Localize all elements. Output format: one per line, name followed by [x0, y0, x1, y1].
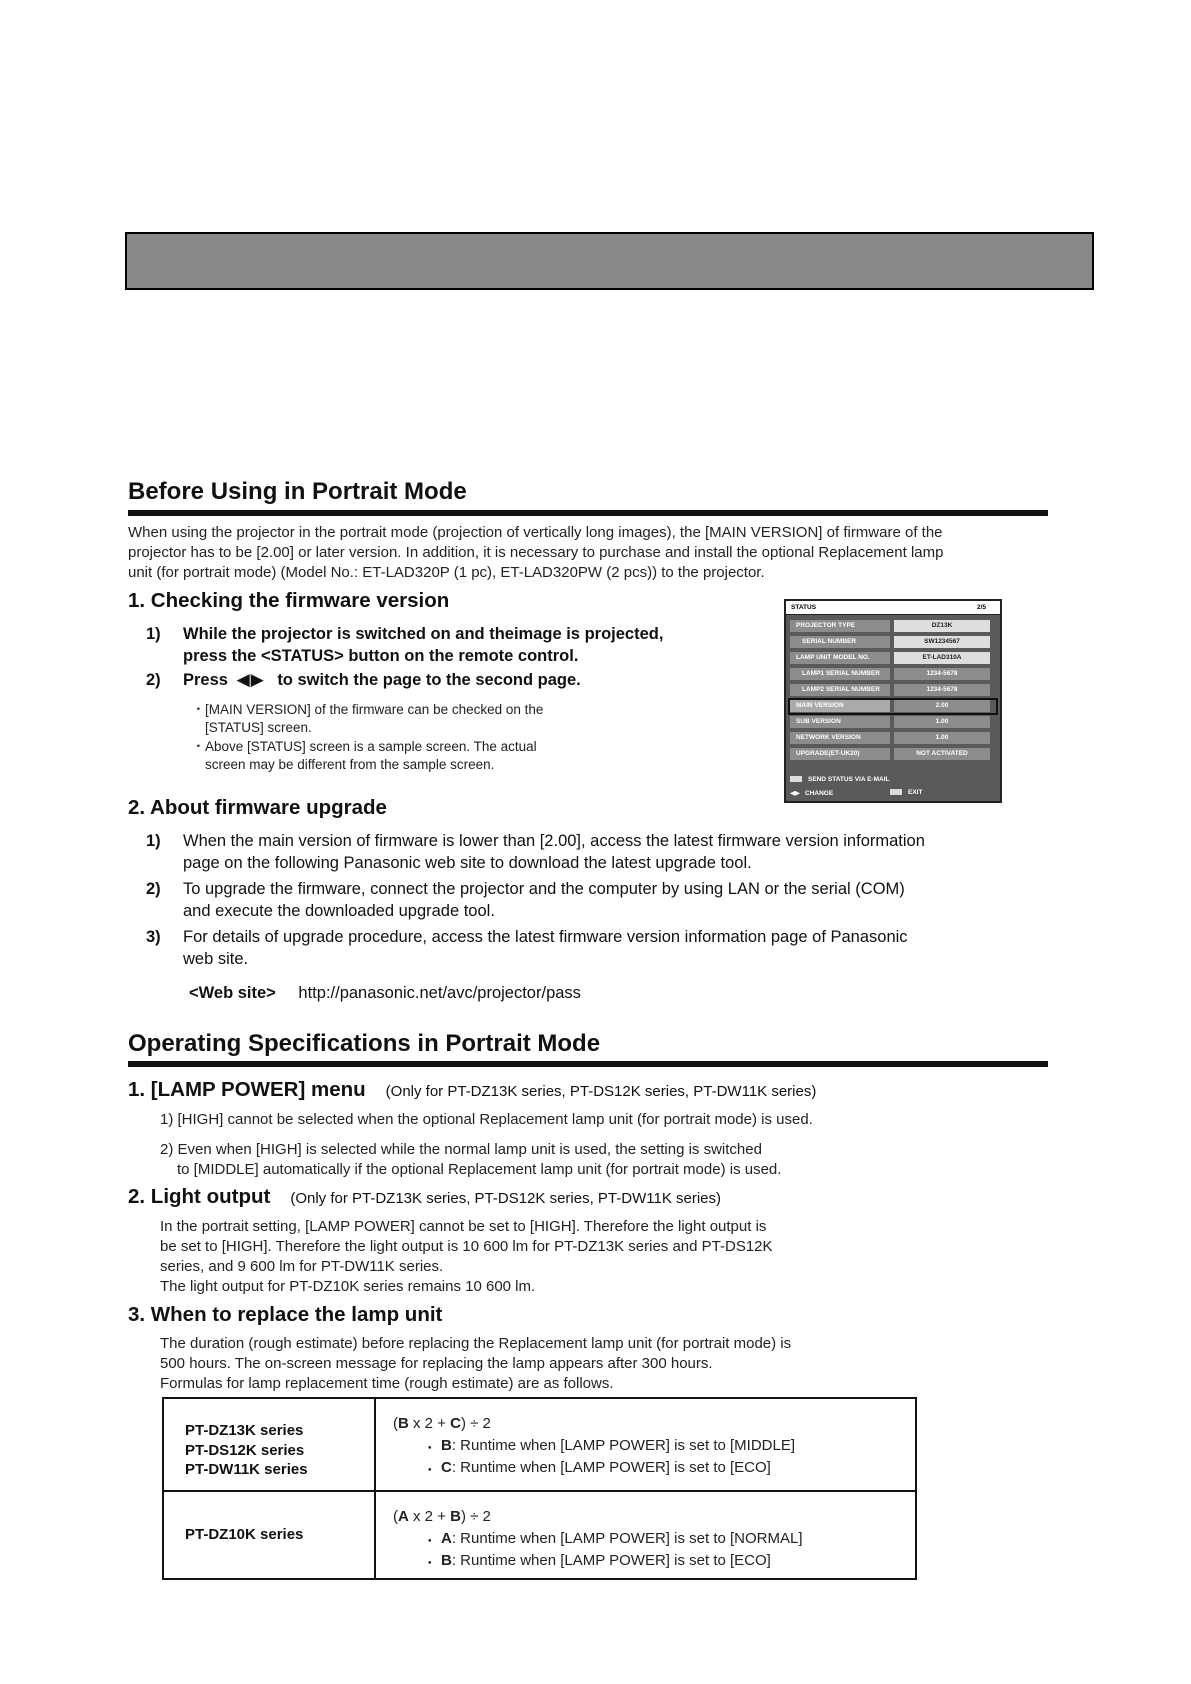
step-text — [183, 926, 1083, 970]
lamp-replacement-formula-table — [162, 1397, 917, 1580]
lamp-power-item — [160, 1110, 813, 1130]
bullet-icon: ･ — [195, 702, 202, 717]
replace-lamp-paragraph — [160, 1334, 791, 1394]
note-line: [STATUS] screen. — [205, 720, 312, 735]
formula-def-text: : Runtime when [LAMP POWER] is set to [ECO] — [451, 1552, 771, 1569]
formula-part: ) ÷ 2 — [460, 1415, 491, 1432]
step-line: To upgrade the firmware, connect the projector and the computer by using LAN or the serial (COM) — [183, 880, 905, 898]
bullet-icon: ･ — [426, 1462, 434, 1479]
formula-definition — [426, 1530, 803, 1550]
replace-lamp-line: 500 hours. The on-screen message for replacing the lamp appears after 300 hours. — [160, 1355, 713, 1372]
step-number: 2) — [146, 880, 161, 898]
intro-line: When using the projector in the portrait mode (projection of vertically long images), the [MAIN VERSION] of firmware of the — [128, 524, 943, 541]
intro-paragraph — [128, 523, 1058, 583]
status-footer-exit — [890, 789, 922, 796]
header-banner — [125, 232, 1094, 290]
formula-part: ( — [393, 1415, 398, 1432]
menu-key-icon — [890, 789, 902, 795]
model-name: PT-DZ13K series — [185, 1422, 304, 1439]
intro-line: projector has to be [2.00] or later version. In addition, it is necessary to purchase and install the optional Replacement lamp — [128, 544, 944, 561]
bullet-icon: ･ — [426, 1440, 434, 1457]
status-screen-page: 2/5 — [976, 604, 986, 611]
status-row-main-version — [790, 700, 996, 713]
status-row-label: SUB VERSION — [790, 716, 890, 728]
status-row-label: LAMP2 SERIAL NUMBER — [790, 684, 890, 696]
light-output-line: In the portrait setting, [LAMP POWER] cannot be set to [HIGH]. Therefore the light output is — [160, 1218, 767, 1235]
subsection-title-firmware-check: 1. Checking the firmware version — [128, 589, 450, 612]
replace-lamp-line: The duration (rough estimate) before replacing the Replacement lamp unit (for portrait mode) is — [160, 1335, 792, 1352]
left-right-arrow-icon: ◀▶ — [236, 670, 265, 689]
table-divider — [164, 1490, 915, 1492]
note-item — [195, 738, 537, 774]
status-row-label: PROJECTOR TYPE — [790, 620, 890, 632]
table-divider — [374, 1399, 376, 1578]
section-rule — [128, 510, 1048, 516]
subsection-title-lamp-power — [128, 1078, 816, 1102]
formula — [393, 1415, 491, 1432]
status-footer-send-label: SEND STATUS VIA E-MAIL — [808, 776, 890, 783]
light-output-line: series, and 9 600 lm for PT-DW11K series. — [160, 1258, 444, 1275]
status-footer-exit-label: EXIT — [908, 789, 923, 796]
section-title-portrait-mode: Before Using in Portrait Mode — [128, 478, 467, 505]
formula-var: B — [450, 1508, 461, 1525]
formula-part: ) ÷ 2 — [460, 1508, 491, 1525]
lamp-power-title: 1. [LAMP POWER] menu — [128, 1078, 366, 1101]
step-line: When the main version of firmware is lower than [2.00], access the latest firmware version information — [183, 832, 925, 850]
status-row-value: 1234-5678 — [894, 684, 990, 696]
status-row-label: LAMP1 SERIAL NUMBER — [790, 668, 890, 680]
status-footer-change-label: CHANGE — [805, 790, 834, 797]
step-line: While the projector is switched on and theimage is projected, — [183, 625, 664, 643]
formula-definition — [426, 1552, 771, 1572]
section-title-operating-specs: Operating Specifications in Portrait Mode — [128, 1030, 601, 1057]
status-row-value: NOT ACTIVATED — [894, 748, 990, 760]
step-line: web site. — [183, 950, 249, 968]
table-models-cell — [185, 1421, 308, 1480]
status-screen-header — [786, 601, 1000, 615]
status-row — [790, 684, 996, 697]
status-row — [790, 652, 996, 665]
status-row — [790, 732, 996, 745]
status-footer-nav — [790, 789, 996, 797]
step-line: press the <STATUS> button on the remote control. — [183, 647, 579, 665]
formula — [393, 1508, 491, 1525]
lamp-power-item — [160, 1140, 781, 1180]
status-row — [790, 716, 996, 729]
formula-def-text: : Runtime when [LAMP POWER] is set to [NORMAL] — [451, 1530, 803, 1547]
formula-def-text: : Runtime when [LAMP POWER] is set to [ECO] — [451, 1459, 771, 1476]
lamp-power-line: to [MIDDLE] automatically if the optional Replacement lamp unit (for portrait mode) is used. — [177, 1161, 782, 1178]
status-row — [790, 636, 996, 649]
intro-line: unit (for portrait mode) (Model No.: ET-LAD320P (1 pc), ET-LAD320PW (2 pcs)) to the projector. — [128, 564, 765, 581]
status-row-value: 1234-5678 — [894, 668, 990, 680]
status-row-label: NETWORK VERSION — [790, 732, 890, 744]
step-line: For details of upgrade procedure, access the latest firmware version information page of Panasonic — [183, 928, 908, 946]
formula-var: A — [398, 1508, 409, 1525]
formula-definition — [426, 1437, 796, 1457]
status-row-value: SW1234567 — [894, 636, 990, 648]
step-text — [183, 623, 783, 667]
section-rule — [128, 1061, 1048, 1067]
bullet-icon: ･ — [426, 1555, 434, 1572]
light-output-line: be set to [HIGH]. Therefore the light output is 10 600 lm for PT-DZ13K series and PT-DS12K — [160, 1238, 773, 1255]
bullet-icon: ･ — [195, 739, 202, 754]
status-row-label: UPGRADE(ET-UK20) — [790, 748, 890, 760]
formula-definition — [426, 1459, 771, 1479]
formula-part: x 2 + — [408, 1508, 451, 1525]
status-row — [790, 668, 996, 681]
status-row-label: SERIAL NUMBER — [790, 636, 890, 648]
lamp-power-line: 1) [HIGH] cannot be selected when the optional Replacement lamp unit (for portrait mode) is used. — [160, 1111, 813, 1128]
note-item — [195, 701, 544, 737]
formula-part: x 2 + — [408, 1415, 451, 1432]
subsection-title-light-output — [128, 1185, 721, 1209]
model-name: PT-DW11K series — [185, 1461, 308, 1478]
step-text — [183, 878, 1083, 922]
step-text — [183, 830, 1083, 874]
lamp-power-line: 2) Even when [HIGH] is selected while the normal lamp unit is used, the setting is switched — [160, 1141, 762, 1158]
formula-def-key: B — [441, 1552, 452, 1569]
note-line: [MAIN VERSION] of the firmware can be checked on the — [205, 702, 544, 717]
light-output-title: 2. Light output — [128, 1185, 271, 1208]
step-number: 1) — [146, 625, 161, 643]
left-right-arrow-icon: ◀▶ — [790, 790, 800, 797]
status-row — [790, 748, 996, 761]
status-row — [790, 620, 996, 633]
status-row-value: ET-LAD310A — [894, 652, 990, 664]
status-row-value: 1.00 — [894, 732, 990, 744]
bullet-icon: ･ — [426, 1533, 434, 1550]
step-number: 3) — [146, 928, 161, 946]
table-models-cell — [185, 1525, 303, 1545]
web-site-label: <Web site> — [189, 984, 276, 1002]
model-name: PT-DZ10K series — [185, 1526, 304, 1543]
model-name: PT-DS12K series — [185, 1441, 305, 1459]
web-site-link[interactable]: http://panasonic.net/avc/projector/pass — [298, 984, 581, 1002]
light-output-line: The light output for PT-DZ10K series remains 10 600 lm. — [160, 1278, 536, 1295]
step-line: and execute the downloaded upgrade tool. — [183, 902, 495, 920]
formula-var: B — [398, 1415, 409, 1432]
step-line: page on the following Panasonic web site to download the latest upgrade tool. — [183, 854, 752, 872]
step-number: 2) — [146, 671, 161, 689]
status-screen-sample — [784, 599, 1002, 803]
web-site-line — [189, 982, 581, 1004]
subsection-title-firmware-upgrade: 2. About firmware upgrade — [128, 796, 387, 819]
status-row-value: DZ13K — [894, 620, 990, 632]
formula-def-key: A — [441, 1530, 452, 1547]
status-screen-title: STATUS — [791, 604, 817, 611]
status-row-label: MAIN VERSION — [790, 700, 890, 712]
status-row-value: 2.00 — [894, 700, 990, 712]
lamp-power-note: (Only for PT-DZ13K series, PT-DS12K series, PT-DW11K series) — [385, 1083, 817, 1100]
note-line: Above [STATUS] screen is a sample screen. The actual — [205, 739, 537, 754]
status-row-value: 1.00 — [894, 716, 990, 728]
step-text-after: to switch the page to the second page. — [277, 671, 581, 689]
menu-key-icon — [790, 776, 802, 782]
formula-var: C — [450, 1415, 461, 1432]
formula-def-key: C — [441, 1459, 452, 1476]
formula-part: ( — [393, 1508, 398, 1525]
note-line: screen may be different from the sample screen. — [205, 757, 495, 772]
replace-lamp-line: Formulas for lamp replacement time (rough estimate) are as follows. — [160, 1375, 614, 1392]
step-text — [183, 669, 581, 691]
status-footer-send — [790, 776, 996, 783]
formula-def-text: : Runtime when [LAMP POWER] is set to [MIDDLE] — [451, 1437, 796, 1454]
light-output-paragraph — [160, 1217, 773, 1297]
step-text-before: Press — [183, 671, 228, 689]
light-output-note: (Only for PT-DZ13K series, PT-DS12K series, PT-DW11K series) — [290, 1190, 721, 1207]
status-row-label: LAMP UNIT MODEL NO. — [790, 652, 890, 664]
formula-def-key: B — [441, 1437, 452, 1454]
subsection-title-replace-lamp: 3. When to replace the lamp unit — [128, 1303, 443, 1326]
step-number: 1) — [146, 832, 161, 850]
